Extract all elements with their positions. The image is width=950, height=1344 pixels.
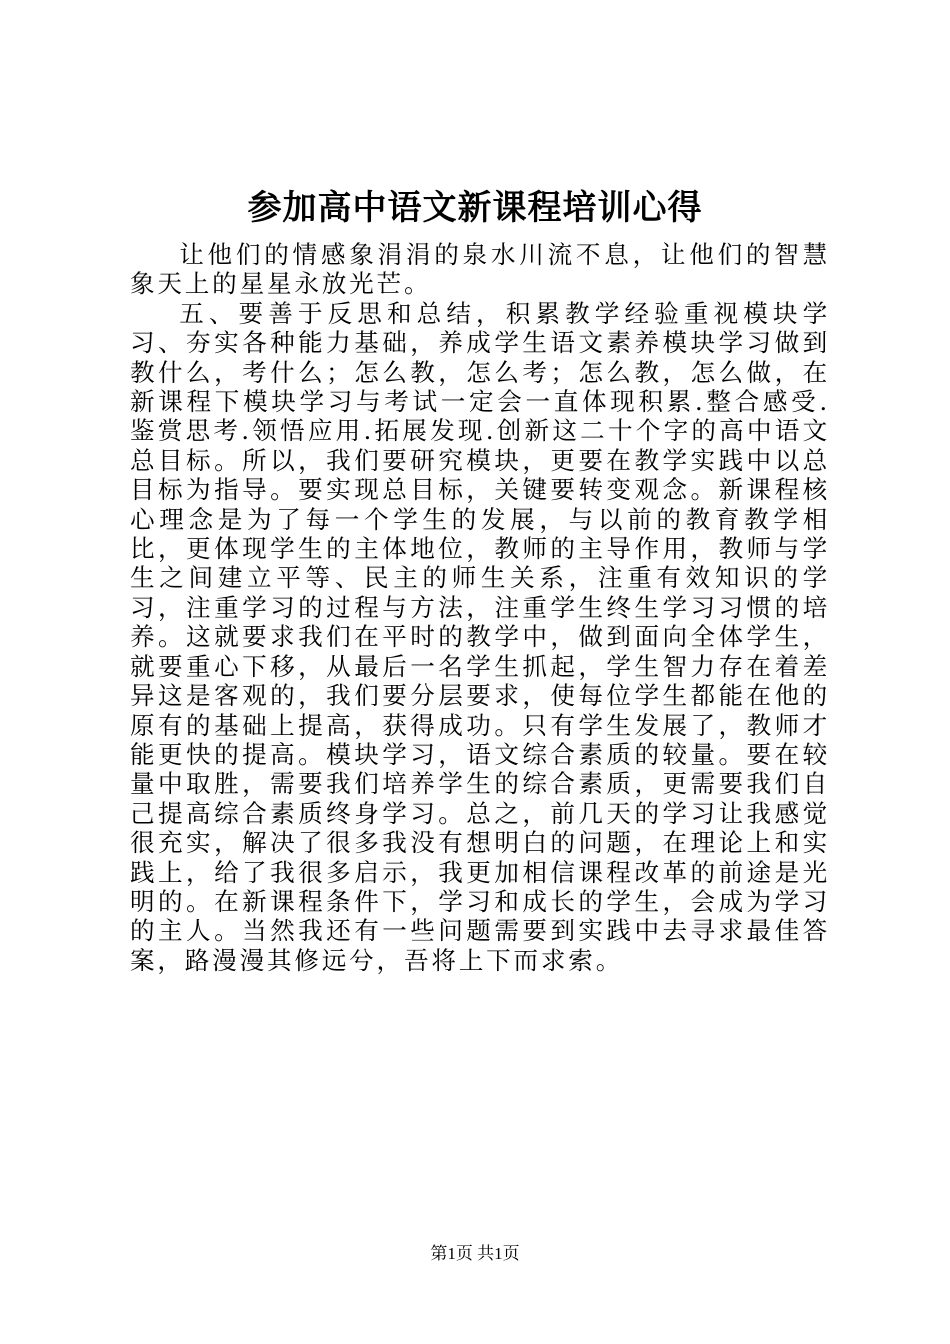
document-title: 参加高中语文新课程培训心得 — [247, 188, 703, 228]
paragraph-2: 五、要善于反思和总结，积累教学经验重视模块学习、夯实各种能力基础，养成学生语文素养模块学习做到教什么，考什么；怎么教，怎么考；怎么教，怎么做，在新课程下模块学习与考试一定会一直体现积累.整合感受.鉴赏思考.领悟应用.拓展发现.创新这二十个字的高中语文总目标。所以，我们要研究模块，更要在教学实践中以总目标为指导。要实现总目标，关键要转变观念。新课程核心理念是为了每一个学生的发展，与以前的教育教学相比，更体现学生的主体地位，教师的主导作用，教师与学生之间建立平等、民主的师生关系，注重有效知识的学习，注重学习的过程与方法，注重学生终生学习习惯的培养。这就要求我们在平时的教学中，做到面向全体学生，就要重心下移，从最后一名学生抓起，学生智力存在着差异这是客观的，我们要分层要求，使每位学生都能在他的原有的基础上提高，获得成功。只有学生发展了，教师才能更快的提高。模块学习，语文综合素质的较量。要在较量中取胜，需要我们培养学生的综合素质，更需要我们自己提高综合素质终身学习。总之，前几天的学习让我感觉很充实，解决了很多我没有想明白的问题，在理论上和实践上，给了我很多启示，我更加相信课程改革的前途是光明的。在新课程条件下，学习和成长的学生，会成为学习的主人。当然我还有一些问题需要到实践中去寻求最佳答案，路漫漫其修远兮，吾将上下而求索。 — [130, 298, 830, 975]
document-body — [130, 240, 830, 975]
page-footer: 第1页 共1页 — [430, 1244, 520, 1263]
paragraph-1: 让他们的情感象涓涓的泉水川流不息，让他们的智慧象天上的星星永放光芒。 — [130, 240, 830, 299]
